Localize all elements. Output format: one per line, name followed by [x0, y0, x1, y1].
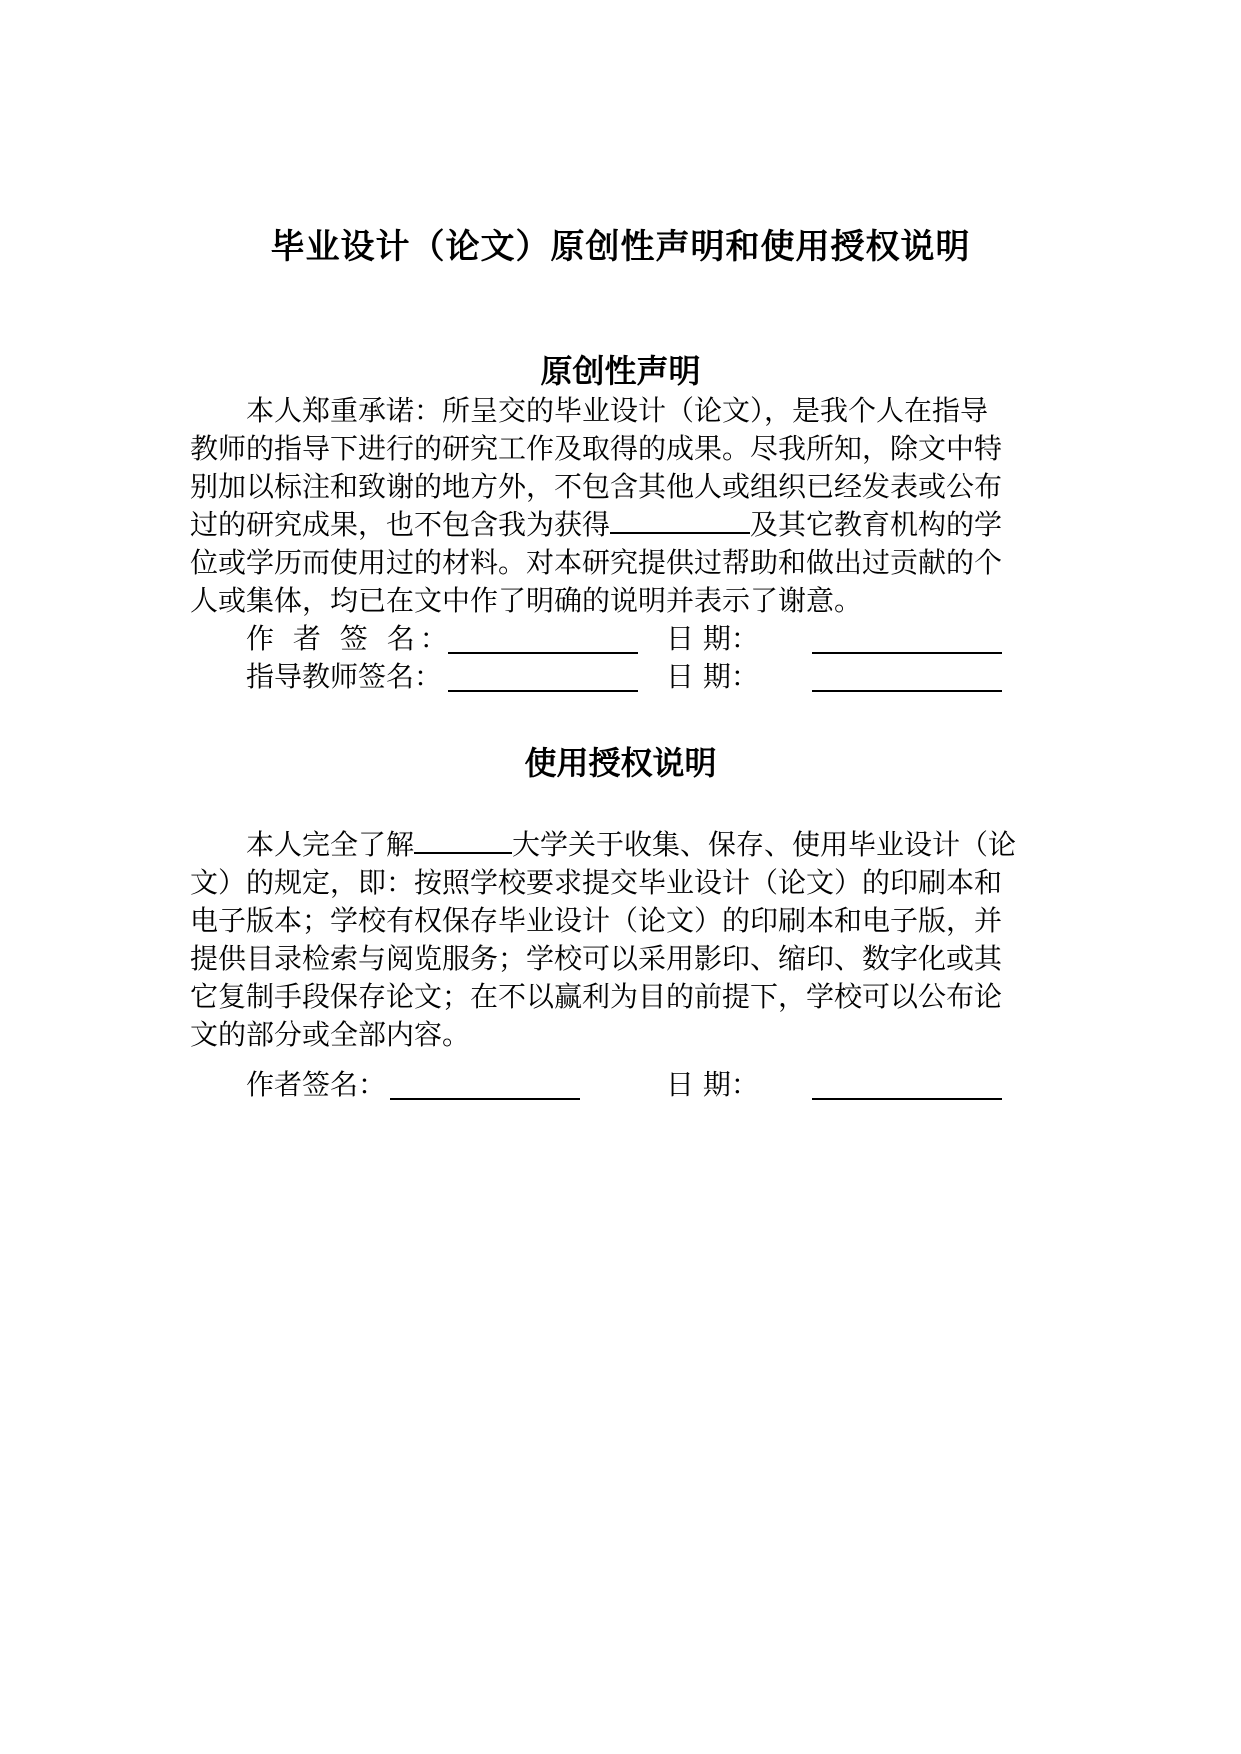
advisor-date-label: 日 期： [666, 660, 759, 693]
originality-line-2: 教师的指导下进行的研究工作及取得的成果。尽我所知，除文中特 [190, 432, 1003, 465]
originality-line-4-start: 过的研究成果，也不包含我为获得 [190, 508, 611, 541]
authorization-line-1-start: 本人完全了解 [246, 828, 415, 861]
author-date-field[interactable] [812, 622, 1002, 654]
degree-blank[interactable] [610, 508, 750, 534]
advisor-signature-row [246, 658, 1006, 696]
authorization-line-1 [190, 826, 1050, 864]
originality-heading: 原创性声明 [540, 352, 701, 390]
authorization-signature-label: 作者签名： [246, 1068, 387, 1101]
advisor-date-field[interactable] [812, 660, 1002, 692]
authorization-line-2: 文）的规定，即：按照学校要求提交毕业设计（论文）的印刷本和 [190, 866, 1003, 899]
authorization-paragraph [190, 826, 1050, 1054]
university-blank[interactable] [414, 828, 512, 854]
author-date-label: 日 期： [666, 622, 759, 655]
author-signature-field[interactable] [448, 622, 638, 654]
authorization-line-4: 提供目录检索与阅览服务；学校可以采用影印、缩印、数字化或其 [190, 942, 1003, 975]
advisor-signature-field[interactable] [448, 660, 638, 692]
authorization-line-3: 电子版本；学校有权保存毕业设计（论文）的印刷本和电子版，并 [190, 904, 1003, 937]
authorization-line-6: 文的部分或全部内容。 [190, 1018, 471, 1051]
authorization-date-field[interactable] [812, 1068, 1002, 1100]
authorization-line-1-end: 大学关于收集、保存、使用毕业设计（论 [512, 828, 1017, 861]
authorization-signature-row [246, 1066, 1006, 1104]
originality-line-4-end: 及其它教育机构的学 [750, 508, 1003, 541]
originality-line-1: 本人郑重承诺：所呈交的毕业设计（论文），是我个人在指导 [246, 394, 989, 427]
originality-paragraph [190, 392, 1050, 620]
author-signature-row [246, 620, 1006, 658]
authorization-heading: 使用授权说明 [524, 744, 717, 782]
originality-line-6: 人或集体，均已在文中作了明确的说明并表示了谢意。 [190, 584, 863, 617]
document-title: 毕业设计（论文）原创性声明和使用授权说明 [270, 227, 971, 267]
authorization-date-label: 日 期： [666, 1068, 759, 1101]
authorization-signature-field[interactable] [390, 1068, 580, 1100]
author-signature-label: 作 者 签 名： [246, 622, 453, 655]
originality-line-5: 位或学历而使用过的材料。对本研究提供过帮助和做出过贡献的个 [190, 546, 1003, 579]
originality-line-4 [190, 506, 1050, 544]
originality-line-3: 别加以标注和致谢的地方外，不包含其他人或组织已经发表或公布 [190, 470, 1003, 503]
authorization-line-5: 它复制手段保存论文；在不以赢利为目的前提下，学校可以公布论 [190, 980, 1003, 1013]
advisor-signature-label: 指导教师签名： [246, 660, 443, 693]
